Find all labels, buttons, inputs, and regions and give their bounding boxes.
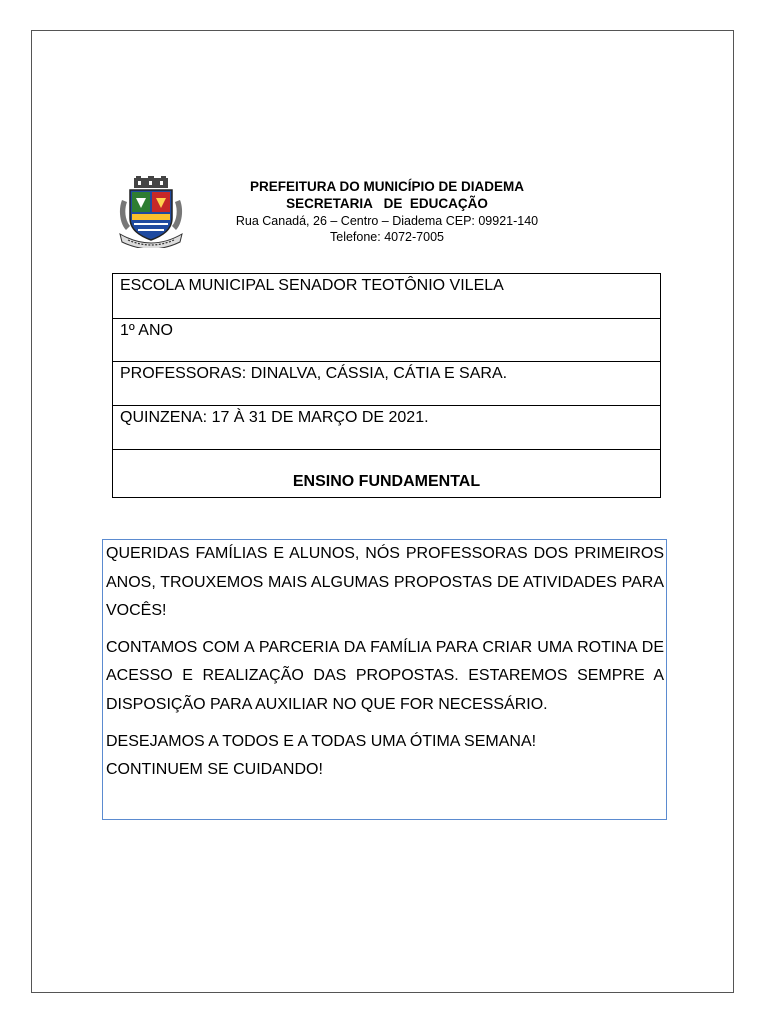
message-box [102, 539, 667, 820]
page-border [31, 30, 734, 993]
message-paragraph-3 [106, 728, 664, 785]
grade-cell: 1º ANO [113, 319, 661, 362]
teachers-cell: PROFESSORAS: DINALVA, CÁSSIA, CÁTIA E SARA. [113, 362, 661, 406]
header-phone: Telefone: 4072-7005 [330, 230, 444, 244]
message-paragraph-2: CONTAMOS COM A PARCERIA DA FAMÍLIA PARA CRIAR UMA ROTINA DE ACESSO E REALIZAÇÃO DAS PROPOSTAS. ESTAREMOS SEMPRE A DISPOSIÇÃO PARA AUXILIAR NO QUE FOR NECESSÁRIO. [106, 638, 664, 713]
diadema-coat-of-arms-icon [116, 176, 186, 248]
school-info-table [112, 273, 661, 498]
header-department: SECRETARIA DE EDUCAÇÃO [286, 196, 488, 211]
message-wish: DESEJAMOS A TODOS E A TODAS UMA ÓTIMA SEMANA! [106, 732, 537, 750]
header-municipality: PREFEITURA DO MUNICÍPIO DE DIADEMA [249, 179, 524, 194]
education-level-cell: ENSINO FUNDAMENTAL [113, 450, 661, 498]
message-closing: CONTINUEM SE CUIDANDO! [106, 761, 323, 779]
period-cell: QUINZENA: 17 À 31 DE MARÇO DE 2021. [113, 406, 661, 450]
school-name-cell: ESCOLA MUNICIPAL SENADOR TEOTÔNIO VILELA [113, 274, 661, 319]
header-address: Rua Canadá, 26 – Centro – Diadema CEP: 09921-140 [235, 214, 539, 228]
message-paragraph-1: QUERIDAS FAMÍLIAS E ALUNOS, NÓS PROFESSORAS DOS PRIMEIROS ANOS, TROUXEMOS MAIS ALGUMAS PROPOSTAS DE ATIVIDADES PARA VOCÊS! [106, 545, 664, 620]
